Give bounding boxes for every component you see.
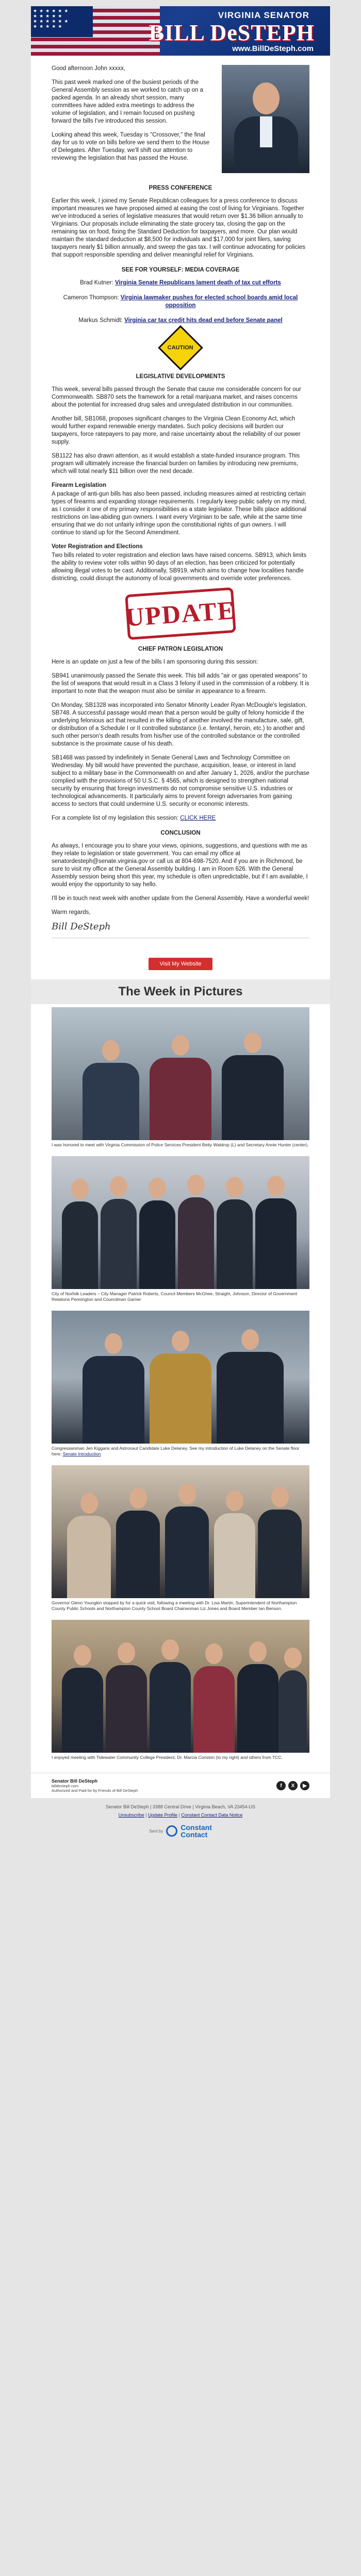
facebook-icon[interactable]: f (276, 1781, 286, 1790)
footer-email[interactable]: billdesteph.com (52, 1784, 79, 1788)
unsubscribe-link[interactable]: Unsubscribe (118, 1812, 144, 1818)
media-item: Brad Kutner: Virginia Senate Republicans lament death of tax cut efforts (80, 280, 281, 286)
legislative-paragraph: Another bill, SB1068, proposes significant changes to the Virginia Clean Economy Act, which would further expand renewable energy mandates. Such policy decisions will burden our taxpayers, force ratepayers to pay more, and raise uncertainty about the reliability of our power supply. (52, 416, 301, 445)
legislative-paragraph: This week, several bills passed through the Senate that cause me considerable concern for our Commonwealth. SB870 sets the framework for a retail marijuana market, and raises concerns about the potential for increased drug sales and unregulated distribution in our communities. (52, 386, 301, 408)
update-stamp-icon: UPDATE (125, 587, 236, 640)
photo (52, 1156, 309, 1289)
email-container (31, 6, 330, 1798)
photo-caption: Governor Glenn Youngkin stopped by for a quick visit, following a meeting with Dr. Lisa Martin, Superintendent of Northampton County Public Schools and Northampton County School Board Chairwoman Liz Jones and Board Member Ian Benson. (52, 1600, 297, 1611)
voter-heading: Voter Registration and Elections (52, 544, 143, 550)
constant-contact-badge[interactable]: Sent by Constant Contact (149, 1823, 212, 1839)
media-link[interactable]: Virginia car tax credit hits dead end before Senate panel (124, 317, 283, 324)
visit-website-button[interactable]: Visit My Website (149, 958, 213, 970)
sender-address: Senator Bill DeSteph | 3388 Central Drive | Virginia Beach, VA 23454-US (105, 1804, 255, 1809)
bill-update: On Monday, SB1328 was incorporated into Senator Minority Leader Ryan McDougle's legislation, SB748. A successful passage would mean that a person would be guilty of felony homicide if the underlying felonious act that resulted in the killing of another involved the manufacture, sale, gift, or distribution of a Schedule I or II controlled substance (i.e. fentanyl, heroin, etc.) to another and such other person's death results from his/her use of the controlled substance or the controlled substance is the proximate cause of his death. (52, 702, 307, 747)
chief-patron-heading: CHIEF PATRON LEGISLATION (138, 646, 223, 652)
chief-intro: Here is an update on just a few of the bills I am sponsoring during this session: (52, 659, 258, 665)
photo-caption: I was honored to meet with Virginia Commission of Police Services President Betty Waldrop (L) and Secretary Annie Hunter (center). (52, 1142, 309, 1147)
media-heading: SEE FOR YOURSELF: MEDIA COVERAGE (121, 267, 240, 273)
x-icon[interactable]: X (288, 1781, 298, 1790)
photo (52, 1465, 309, 1598)
header-title: BILL DeSTEPH (149, 20, 315, 45)
week-in-pictures-title: The Week in Pictures (31, 979, 330, 1004)
flag-stars-icon: ★★★★★★ ★★★★★ ★★★★★★ ★★★★★ (31, 6, 93, 37)
data-notice-link[interactable]: Constant Contact Data Notice (181, 1812, 243, 1818)
youtube-icon[interactable]: ▶ (300, 1781, 309, 1790)
bill-update: SB1468 was passed by indefinitely in Senate General Laws and Technology Committee on Wednesday. My bill would have prevented the purchase, acquisition, lease, or interest in land subject to a military base in the Commonwealth on and after January 1, 2026, and/or the purchase complied with the provisions of 50 U.S.C. § 4565, which is designed to strengthen national security by ensuring that foreign investments do not compromise sensitive U.S. industries or technological advancements. It particularly aims to prevent foreign adversaries from gaining access to sectors that could undermine U.S. security or economic interests. (52, 755, 309, 807)
social-links (276, 1781, 309, 1790)
senator-portrait (222, 65, 309, 173)
email-footer: Senator Bill DeSteph | 3388 Central Drive | Virginia Beach, VA 23454-US Unsubscribe | Update Profile | Constant Contact Data Notice Sent by Constant Contact (0, 1798, 361, 1849)
photo-caption: City of Norfolk Leaders – City Manager Patrick Roberts, Council Members McGhee, Straight, Johnson, Director of Government Relations Pennington and Councilman Garner (52, 1291, 298, 1302)
caution-sign-icon: CAUTION (158, 325, 203, 370)
bill-update: SB941 unanimously passed the Senate this week. This bill adds "air or gas operated weapons" to the list of weapons that would result in a Class 3 felony if used in the commission of a robbery. It is important to note that the weapon must also be similar in appearance to a firearm. (52, 673, 309, 694)
intro-paragraph: Looking ahead this week, Tuesday is "Crossover," the final day for us to vote on bills before we send them to the House of Delegates. After Tuesday, we'll shift our attention to reviewing the legislation that has passed the House. (52, 132, 210, 161)
photo-caption: I enjoyed meeting with Tidewater Community College President, Dr. Marcia Conston (to my right) and others from TCC. (52, 1755, 283, 1760)
closing: Warm regards, (52, 909, 91, 916)
firearm-body: A package of anti-gun bills has also been passed, including measures aimed at restricting certain types of firearms and expanding storage requirements. I regularly keep public safety on my mind, as I consider it one of my primary responsibilities as a state legislator. These bills place additional restrictions on law-abiding gun owners. I want every Virginian to be safe, while at the same time ensuring that we do not unfairly infringe upon the constitutional rights of gun owners. I will continue to stand up for the Second Amendment. (52, 491, 306, 536)
media-item: Cameron Thompson: Virginia lawmaker pushes for elected school boards amid local opposition (63, 295, 298, 309)
photo (52, 1007, 309, 1140)
header-website[interactable]: www.BillDeSteph.com (232, 44, 314, 53)
footer-bar (31, 1773, 330, 1798)
press-heading: PRESS CONFERENCE (149, 185, 212, 191)
firearm-heading: Firearm Legislation (52, 482, 107, 488)
senate-introduction-link[interactable]: Senate Introduction (62, 1451, 101, 1456)
photo-gallery (31, 1004, 330, 1773)
legislative-paragraph: SB1122 has also drawn attention, as it would establish a state-funded insurance program. This program will ultimately increase the financial burden on families by introducing new premiums, which will total nearly $11 billion over the next decade. (52, 453, 300, 474)
signature: Bill DeSteph (52, 921, 111, 932)
media-item: Markus Schmidt: Virginia car tax credit hits dead end before Senate panel (78, 317, 283, 324)
photo-caption: Congresswoman Jen Kiggans and Astronaut Candidate Luke Delaney. See my introduction of Luke Delaney on the Senate floor here: Senate Introduction (52, 1446, 300, 1456)
footer-name: Senator Bill DeSteph (52, 1778, 98, 1784)
media-link[interactable]: Virginia lawmaker pushes for elected school boards amid local opposition (120, 295, 298, 309)
header-subtitle: VIRGINIA SENATOR (218, 10, 309, 20)
greeting: Good afternoon John xxxxx, (52, 65, 126, 72)
conclusion-paragraph: As always, I encourage you to share your views, opinions, suggestions, and questions with me as they relate to legislation or state government. You can email my office at senatordesteph@senate.virginia.gov or call us at 804-698-7520. And if you are in Richmond, be sure to visit my office at the General Assembly building. I am in Room 626. With the General Assembly session being short this year, my schedule is often unpredictable, but if I am available, I would enjoy the opportunity to say hello. (52, 843, 308, 888)
legislative-heading: LEGISLATIVE DEVELOPMENTS (136, 374, 225, 380)
newsletter-body (31, 56, 330, 951)
legislation-list-line: For a complete list of my legislation this session: CLICK HERE (52, 815, 216, 821)
constant-contact-logo-icon (166, 1825, 177, 1837)
media-link[interactable]: Virginia Senate Republicans lament death of tax cut efforts (114, 280, 281, 286)
conclusion-heading: CONCLUSION (160, 830, 201, 836)
legislation-list-link[interactable]: CLICK HERE (180, 815, 216, 821)
photo (52, 1620, 309, 1753)
voter-body: Two bills related to voter registration and election laws have raised concerns. SB913, which limits the ability to review voter rolls within 90 days of an election, has been criticized for potentially allowing illegal votes to be cast. Additionally, SB919, which aims to change how localities handle districting, could disrupt the autonomy of local governments and override voter preferences. (52, 552, 307, 582)
photo (52, 1311, 309, 1444)
conclusion-paragraph: I'll be in touch next week with another update from the General Assembly. Have a wonderful week! (52, 895, 309, 902)
intro-paragraph: This past week marked one of the busiest periods of the General Assembly session as we worked to catch up on a packed agenda. In an already short session, many committees have added extra meetings to address the volume of legislation, and I remain focused on pushing forward the bills I've introduced this session. (52, 79, 204, 124)
update-profile-link[interactable]: Update Profile (147, 1812, 177, 1818)
header-banner (31, 6, 330, 56)
sent-by-label: Sent by (149, 1828, 163, 1834)
press-body: Earlier this week, I joined my Senate Republican colleagues for a press conference to discuss important measures we have proposed aimed at easing the cost of living for Virginians. Together we've introduced a series of legislative measures that would return over $1.36 billion annually to Virginians. Our proposals include eliminating the state grocery tax, closing the gap on the remaining tax on food, fixing the Standard Deduction for taxpayers, and more. Our plan would maintain the standard deduction at $8,500 for individuals and $17,000 for joint filers, saving taxpayers nearly $1 billion annually, and sweep the gas tax. I will continue advocating for policies that support responsible spending and deliver meaningful relief for Virginians. (52, 198, 306, 258)
footer-note: Authorized and Paid for by Friends of Bill DeSteph (52, 1788, 138, 1793)
